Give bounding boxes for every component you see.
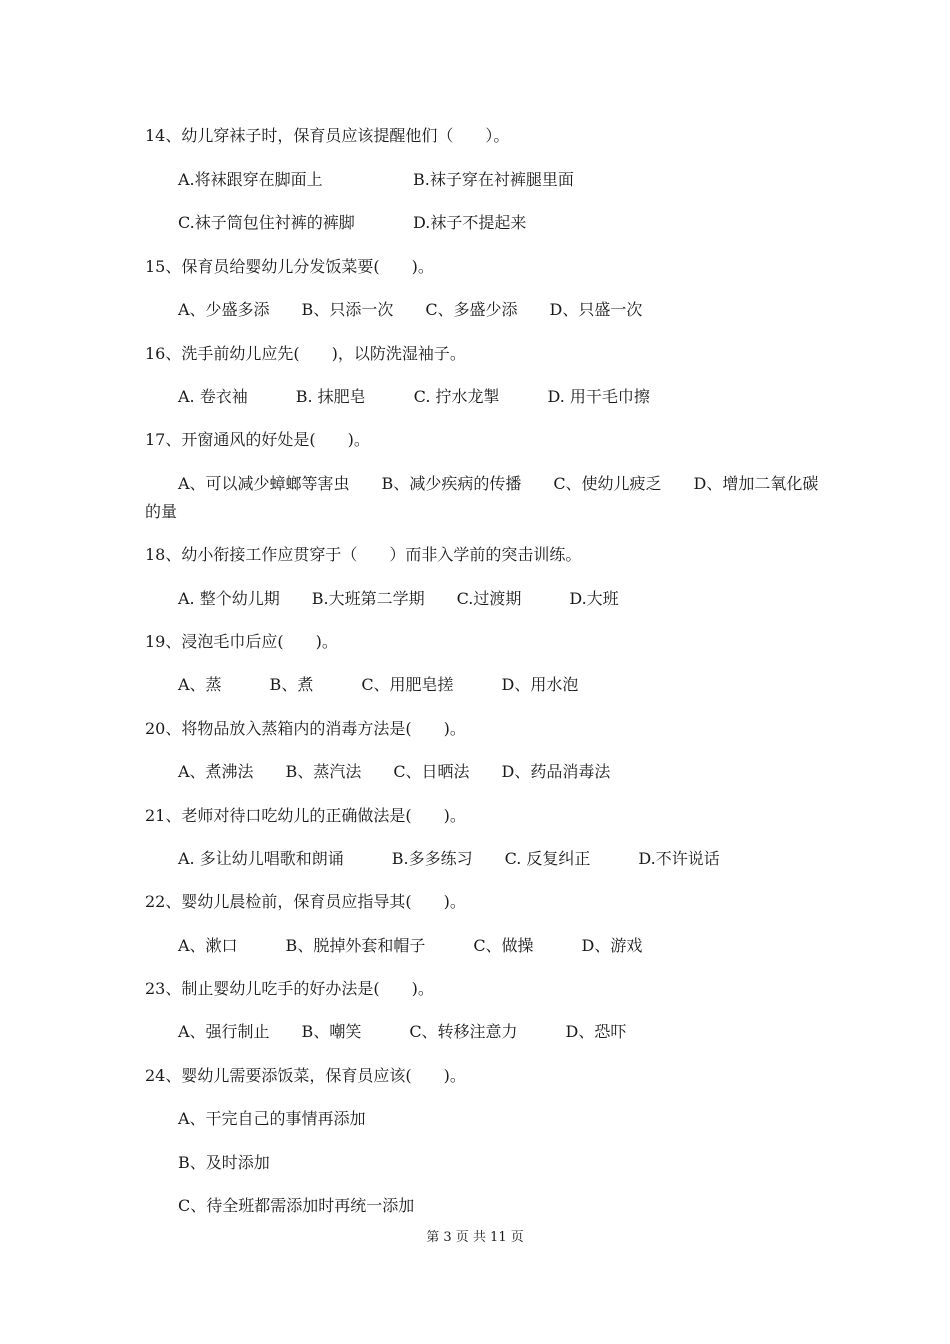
options-17-wrap: 的量 [145, 502, 178, 521]
option-14-c: C.袜子筒包住衬裤的裤脚 [178, 213, 355, 232]
question-24: 24、婴幼儿需要添饭菜，保育员应该( )。 [145, 1066, 466, 1085]
option-24-a: A、干完自己的事情再添加 [178, 1109, 366, 1128]
question-20: 20、将物品放入蒸箱内的消毒方法是( )。 [145, 719, 466, 738]
page-number-footer: 第 3 页 共 11 页 [426, 1230, 524, 1245]
question-14: 14、幼儿穿袜子时，保育员应该提醒他们（ ）。 [145, 126, 510, 145]
option-24-b: B、及时添加 [178, 1153, 270, 1172]
question-23: 23、制止婴幼儿吃手的好办法是( )。 [145, 979, 434, 998]
options-15: A、少盛多添 B、只添一次 C、多盛少添 D、只盛一次 [178, 300, 643, 319]
option-14-d: D.袜子不提起来 [413, 213, 527, 232]
options-22: A、漱口 B、脱掉外套和帽子 C、做操 D、游戏 [178, 936, 643, 955]
option-24-c: C、待全班都需添加时再统一添加 [178, 1196, 415, 1215]
option-14-a: A.将袜跟穿在脚面上 [178, 170, 323, 189]
question-17: 17、开窗通风的好处是( )。 [145, 430, 370, 449]
options-23: A、强行制止 B、嘲笑 C、转移注意力 D、恐吓 [178, 1022, 627, 1041]
question-15: 15、保育员给婴幼儿分发饭菜要( )。 [145, 257, 434, 276]
options-17: A、可以减少蟑螂等害虫 B、减少疾病的传播 C、使幼儿疲乏 D、增加二氧化碳 [178, 474, 819, 493]
question-21: 21、老师对待口吃幼儿的正确做法是( )。 [145, 806, 466, 825]
question-19: 19、浸泡毛巾后应( )。 [145, 632, 338, 651]
options-16: A. 卷衣袖 B. 抹肥皂 C. 拧水龙掣 D. 用干毛巾擦 [178, 387, 650, 406]
options-21: A. 多让幼儿唱歌和朗诵 B.多多练习 C. 反复纠正 D.不许说话 [178, 849, 720, 868]
question-16: 16、洗手前幼儿应先( )，以防洗湿袖子。 [145, 344, 466, 363]
options-20: A、煮沸法 B、蒸汽法 C、日晒法 D、药品消毒法 [178, 762, 611, 781]
question-18: 18、幼小衔接工作应贯穿于（ ）而非入学前的突击训练。 [145, 545, 582, 564]
question-22: 22、婴幼儿晨检前，保育员应指导其( )。 [145, 892, 466, 911]
options-18: A. 整个幼儿期 B.大班第二学期 C.过渡期 D.大班 [178, 589, 619, 608]
option-14-b: B.袜子穿在衬裤腿里面 [413, 170, 574, 189]
options-19: A、蒸 B、煮 C、用肥皂搓 D、用水泡 [178, 675, 579, 694]
